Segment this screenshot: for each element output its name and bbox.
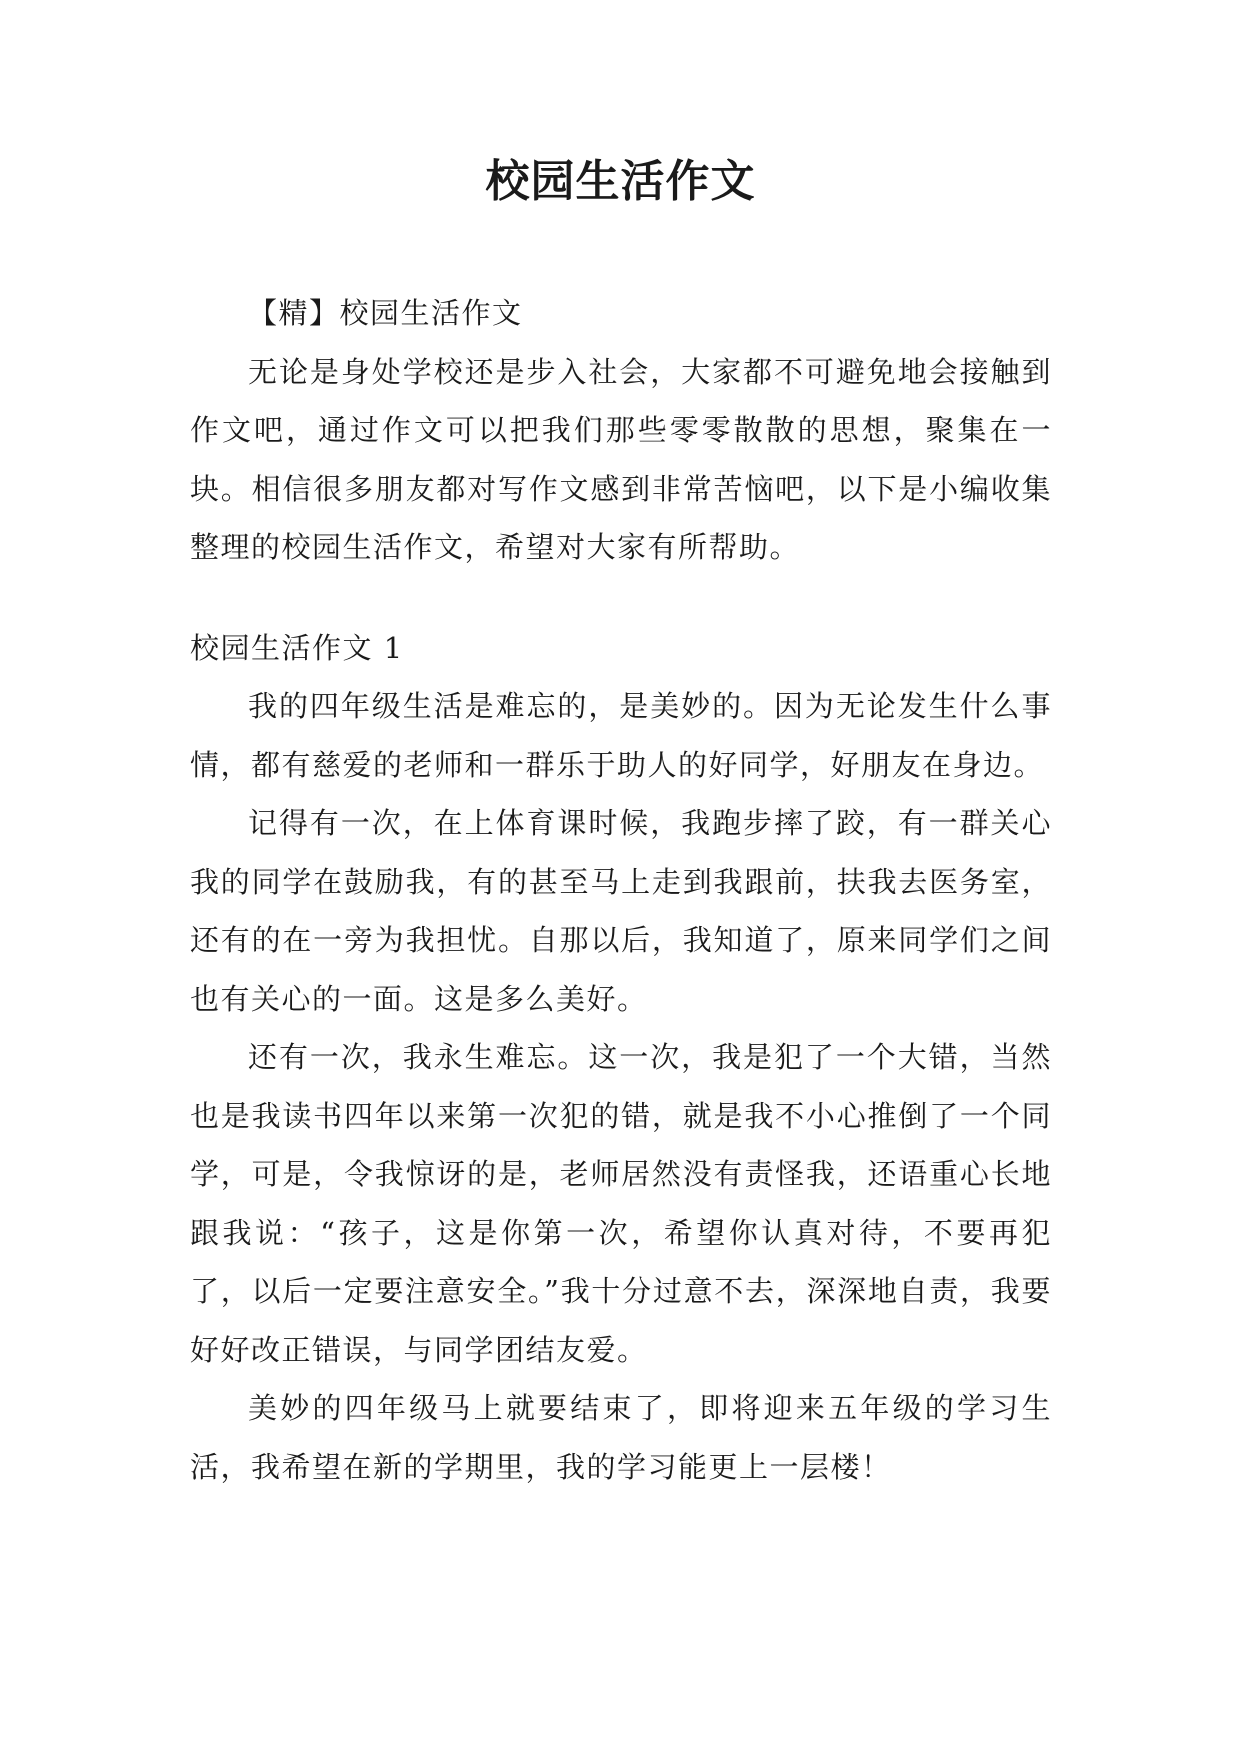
intro-paragraph: 无论是身处学校还是步入社会，大家都不可避免地会接触到作文吧，通过作文可以把我们那些零零散散的思想，聚集在一块。相信很多朋友都对写作文感到非常苦恼吧，以下是小编收集整理的校园生活作文，希望对大家有所帮助。 — [190, 354, 1052, 564]
document-body — [190, 284, 1052, 1496]
essay-paragraph: 我的四年级生活是难忘的，是美妙的。因为无论发生什么事情，都有慈爱的老师和一群乐于助人的好同学，好朋友在身边。 — [190, 689, 1052, 782]
essay-paragraph: 美妙的四年级马上就要结束了，即将迎来五年级的学习生活，我希望在新的学期里，我的学习能更上一层楼！ — [190, 1391, 1052, 1484]
essay-paragraph: 记得有一次，在上体育课时候，我跑步摔了跤，有一群关心我的同学在鼓励我，有的甚至马上走到我跟前，扶我去医务室，还有的在一旁为我担忧。自那以后，我知道了，原来同学们之间也有关心的一面。这是多么美好。 — [190, 806, 1052, 1016]
essay-paragraph: 还有一次，我永生难忘。这一次，我是犯了一个大错，当然也是我读书四年以来第一次犯的错，就是我不小心推倒了一个同学，可是，令我惊讶的是，老师居然没有责怪我，还语重心长地跟我说：“孩子，这是你第一次，希望你认真对待，不要再犯了，以后一定要注意安全。”我十分过意不去，深深地自责，我要好好改正错误，与同学团结友爱。 — [190, 1040, 1052, 1367]
essay-heading: 校园生活作文 1 — [190, 630, 404, 665]
document-title: 校园生活作文 — [485, 156, 756, 207]
intro-subtitle: 【精】校园生活作文 — [248, 296, 523, 330]
